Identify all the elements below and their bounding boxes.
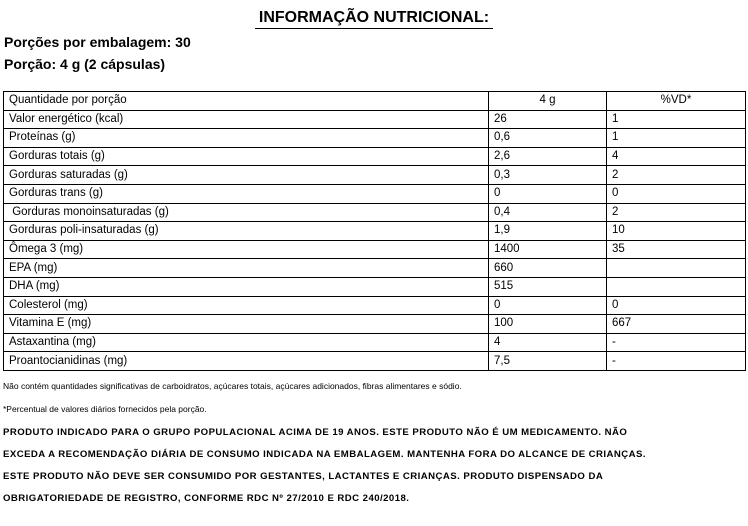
row-label: Gorduras saturadas (g) [4,166,489,185]
table-row [4,222,746,241]
serving-size: Porção: 4 g (2 cápsulas) [4,56,166,72]
header-cell-amount: 4 g [489,92,607,111]
title-text: INFORMAÇÃO NUTRICIONAL: [255,9,493,29]
row-amount: 660 [489,259,607,278]
row-label: Gorduras totais (g) [4,147,489,166]
table-row [4,110,746,129]
footnote-insignificant: Não contém quantidades significativas de carboidratos, açúcares totais, açúcares adicionados, fibras alimentares e sódio. [3,381,462,391]
row-dv: 4 [607,147,746,166]
table-row [4,240,746,259]
page-title [0,9,748,29]
table-row [4,184,746,203]
table-row [4,259,746,278]
row-amount: 1400 [489,240,607,259]
row-dv: - [607,333,746,352]
row-label: Gorduras trans (g) [4,184,489,203]
row-label: Gorduras monoinsaturadas (g) [4,203,489,222]
row-dv: 1 [607,110,746,129]
row-amount: 515 [489,277,607,296]
row-label: Ômega 3 (mg) [4,240,489,259]
row-amount: 0 [489,184,607,203]
table-row [4,296,746,315]
row-dv: - [607,352,746,371]
row-dv: 2 [607,166,746,185]
warning-line: EXCEDA A RECOMENDAÇÃO DIÁRIA DE CONSUMO INDICADA NA EMBALAGEM. MANTENHA FORA DO ALCANCE DE CRIANÇAS. [3,449,647,460]
row-dv: 0 [607,184,746,203]
row-label: Proantocianidinas (mg) [4,352,489,371]
nutrition-table [3,91,746,371]
row-label: EPA (mg) [4,259,489,278]
row-amount: 4 [489,333,607,352]
row-label: Colesterol (mg) [4,296,489,315]
table-row [4,147,746,166]
header-cell-dv: %VD* [607,92,746,111]
header-cell-label: Quantidade por porção [4,92,489,111]
row-dv: 667 [607,315,746,334]
row-dv: 2 [607,203,746,222]
row-amount: 0,4 [489,203,607,222]
table-header-row [4,92,746,111]
row-amount: 1,9 [489,222,607,241]
row-label: DHA (mg) [4,277,489,296]
table-row [4,166,746,185]
table-row [4,333,746,352]
servings-per-package: Porções por embalagem: 30 [4,34,191,50]
row-label: Valor energético (kcal) [4,110,489,129]
table-row [4,352,746,371]
warning-line: PRODUTO INDICADO PARA O GRUPO POPULACIONAL ACIMA DE 19 ANOS. ESTE PRODUTO NÃO É UM MEDICAMENTO. NÃO [3,427,628,438]
row-amount: 26 [489,110,607,129]
table-row [4,277,746,296]
warning-line: OBRIGATORIEDADE DE REGISTRO, CONFORME RDC Nº 27/2010 E RDC 240/2018. [3,493,410,504]
row-amount: 0,6 [489,129,607,148]
row-dv: 10 [607,222,746,241]
row-amount: 0,3 [489,166,607,185]
table-row [4,129,746,148]
warning-line: ESTE PRODUTO NÃO DEVE SER CONSUMIDO POR GESTANTES, LACTANTES E CRIANÇAS. PRODUTO DISPENSADO DA [3,471,604,482]
row-amount: 2,6 [489,147,607,166]
table-row [4,315,746,334]
row-dv: 1 [607,129,746,148]
row-label: Gorduras poli-insaturadas (g) [4,222,489,241]
row-dv [607,259,746,278]
row-label: Proteínas (g) [4,129,489,148]
row-label: Astaxantina (mg) [4,333,489,352]
footnote-daily-values: *Percentual de valores diários fornecidos pela porção. [3,404,207,414]
row-amount: 0 [489,296,607,315]
row-amount: 7,5 [489,352,607,371]
table-row [4,203,746,222]
row-dv [607,277,746,296]
row-amount: 100 [489,315,607,334]
row-label: Vitamina E (mg) [4,315,489,334]
row-dv: 0 [607,296,746,315]
row-dv: 35 [607,240,746,259]
